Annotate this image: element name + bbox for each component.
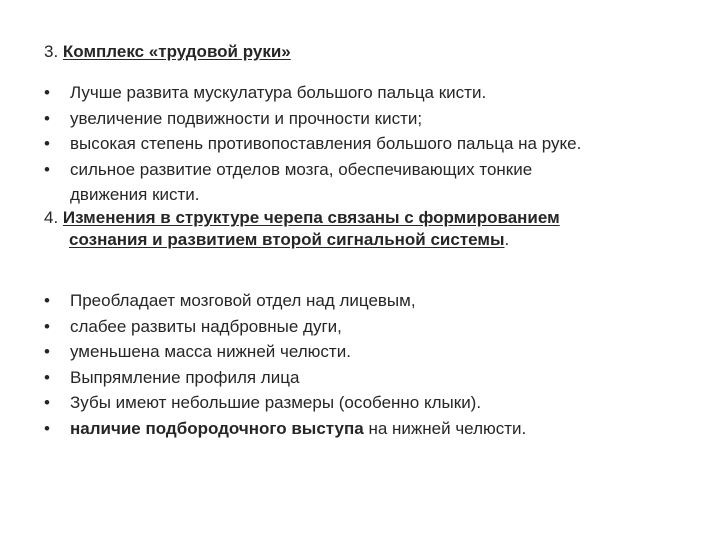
bullet-icon: • bbox=[44, 367, 50, 387]
section-heading-3 bbox=[44, 41, 291, 63]
list-item-text: Выпрямление профиля лица bbox=[70, 367, 300, 387]
list-item-text: на нижней челюсти. bbox=[363, 418, 527, 438]
list-item-text: слабее развиты надбровные дуги, bbox=[70, 316, 342, 336]
section-title-line1: Изменения в структуре черепа связаны с формированием bbox=[62, 208, 560, 227]
list-item-text: сильное развитие отделов мозга, обеспечивающих тонкие bbox=[70, 159, 533, 179]
list-item-text: Лучше развита мускулатура большого пальца кисти. bbox=[70, 83, 487, 102]
section-title-line2: сознания и развитием второй сигнальной системы bbox=[69, 230, 505, 249]
list-item bbox=[44, 314, 704, 340]
list-item-text: уменьшена масса нижней челюсти. bbox=[70, 342, 351, 361]
section-number: 4. bbox=[44, 208, 59, 227]
bullet-icon: • bbox=[44, 316, 50, 336]
list-item bbox=[44, 157, 704, 208]
bullet-icon: • bbox=[44, 83, 50, 102]
list-item-continuation: движения кисти. bbox=[70, 185, 200, 204]
list-item-text: увеличение подвижности и прочности кисти; bbox=[70, 108, 423, 128]
list-item-text: высокая степень противопоставления большого пальца на руке. bbox=[70, 134, 582, 153]
bullet-icon: • bbox=[44, 342, 50, 361]
list-item-text: Преобладает мозговой отдел над лицевым, bbox=[70, 291, 416, 310]
section-heading-4 bbox=[44, 207, 560, 251]
list-item-text: Зубы имеют небольшие размеры (особенно клыки). bbox=[70, 393, 482, 412]
bullet-list-skull bbox=[44, 288, 704, 441]
section-title: Комплекс «трудовой руки» bbox=[62, 42, 291, 61]
section-title-line2-wrap bbox=[44, 229, 560, 251]
list-item bbox=[44, 365, 704, 391]
list-item-bold-text: наличие подбородочного выступа bbox=[70, 418, 364, 438]
bullet-icon: • bbox=[44, 134, 50, 153]
list-item bbox=[44, 288, 704, 314]
bullet-list-hand bbox=[44, 80, 704, 208]
section-title-end: . bbox=[504, 230, 510, 249]
section-number: 3. bbox=[44, 42, 59, 61]
list-item bbox=[44, 80, 704, 106]
bullet-icon: • bbox=[44, 159, 50, 179]
list-item bbox=[44, 106, 704, 132]
list-item bbox=[44, 416, 704, 442]
bullet-icon: • bbox=[44, 393, 50, 412]
list-item bbox=[44, 390, 704, 416]
bullet-icon: • bbox=[44, 108, 50, 128]
bullet-icon: • bbox=[44, 291, 50, 310]
list-item bbox=[44, 339, 704, 365]
list-item bbox=[44, 131, 704, 157]
bullet-icon: • bbox=[44, 418, 50, 438]
